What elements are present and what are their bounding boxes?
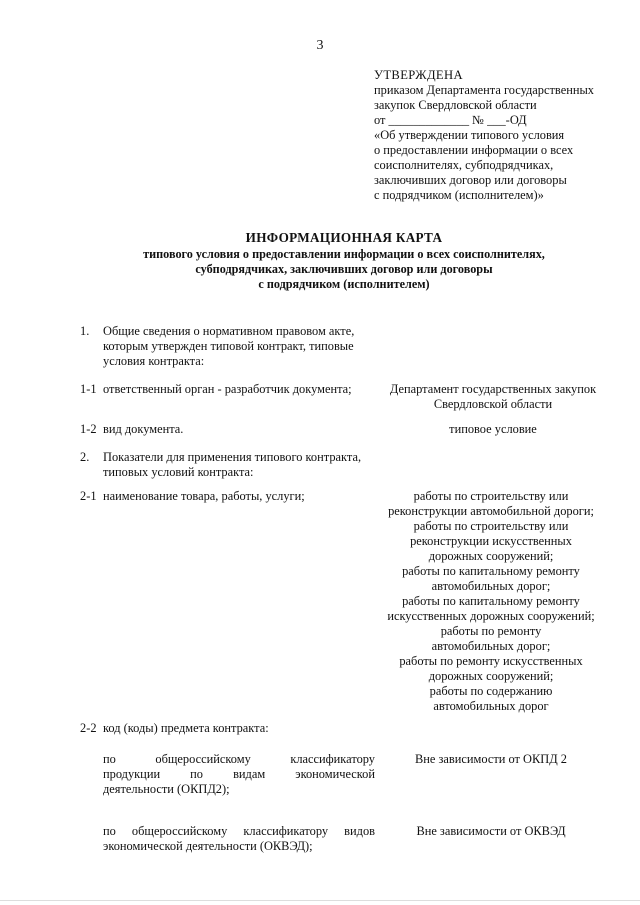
page-number: 3 <box>316 38 324 53</box>
heading-title: ИНФОРМАЦИОННАЯ КАРТА <box>245 230 443 245</box>
item-value: Вне зависимости от ОКВЭД <box>416 824 566 838</box>
item-value-line: работы по ремонту <box>440 624 542 638</box>
heading-subtitle-line: типового условия о предоставлении информации о всех соисполнителях, <box>143 247 545 261</box>
item-value: Вне зависимости от ОКПД 2 <box>415 752 567 766</box>
item-value <box>380 382 606 412</box>
approval-line: от _____________ № ___-ОД <box>374 113 527 127</box>
item-value-line: реконструкции искусственных <box>410 534 572 548</box>
approval-stamp <box>374 68 636 203</box>
item-value-line: работы по строительству или <box>413 519 569 533</box>
item-number: 1. <box>80 324 90 338</box>
approval-title: УТВЕРЖДЕНА <box>374 68 464 82</box>
item-label-line: Общие сведения о нормативном правовом акте, <box>103 324 355 338</box>
item-value-line: дорожных сооружений; <box>428 669 554 683</box>
heading-subtitle-line: субподрядчиках, заключивших договор или договоры <box>195 262 493 276</box>
item-label <box>103 450 375 480</box>
item-value-line: работы по капитальному ремонту <box>402 594 580 608</box>
item-value-line: работы по ремонту искусственных <box>399 654 583 668</box>
approval-line: закупок Свердловской области <box>374 98 537 112</box>
item-label-line: по общероссийскому классификатору видов <box>103 824 375 838</box>
item-label <box>103 752 375 797</box>
document-heading <box>0 230 640 292</box>
item-value-line: автомобильных дорог <box>433 699 549 713</box>
item-label: вид документа. <box>103 422 184 436</box>
item-value-line: реконструкции автомобильной дороги; <box>388 504 594 518</box>
approval-line: «Об утверждении типового условия <box>374 128 565 142</box>
item-value-line: дорожных сооружений; <box>428 549 554 563</box>
item-label: код (коды) предмета контракта: <box>103 721 269 735</box>
item-label-line: деятельности (ОКПД2); <box>103 782 230 796</box>
approval-line: с подрядчиком (исполнителем)» <box>374 188 544 202</box>
item-label-line: Показатели для применения типового контракта, <box>103 450 362 464</box>
item-value-line: искусственных дорожных сооружений; <box>387 609 595 623</box>
heading-subtitle-line: с подрядчиком (исполнителем) <box>258 277 430 291</box>
scan-edge-divider <box>0 900 640 901</box>
item-value-line: автомобильных дорог; <box>431 639 551 653</box>
item-label-line: условия контракта: <box>103 354 205 368</box>
item-number: 1-1 <box>80 382 97 396</box>
item-label <box>103 324 375 369</box>
item-number: 1-2 <box>80 422 97 436</box>
item-value-line: работы по содержанию <box>429 684 553 698</box>
item-label-line: по общероссийскому классификатору <box>103 752 375 766</box>
item-label-line: продукции по видам экономической <box>103 767 375 781</box>
item-label <box>103 824 375 854</box>
item-value-line: Свердловской области <box>433 397 553 411</box>
item-number: 2-1 <box>80 489 97 503</box>
item-value-line: работы по строительству или <box>413 489 569 503</box>
item-value: типовое условие <box>449 422 537 436</box>
item-number: 2-2 <box>80 721 97 735</box>
approval-line: соисполнителях, субподрядчиках, <box>374 158 554 172</box>
approval-line: приказом Департамента государственных <box>374 83 594 97</box>
item-label-line: экономической деятельности (ОКВЭД); <box>103 839 313 853</box>
item-label: ответственный орган - разработчик документа; <box>103 382 352 396</box>
item-number: 2. <box>80 450 90 464</box>
item-value-line: Департамент государственных закупок <box>389 382 597 396</box>
item-label: наименование товара, работы, услуги; <box>103 489 305 503</box>
approval-line: о предоставлении информации о всех <box>374 143 574 157</box>
item-value-list <box>378 489 604 714</box>
item-value-line: автомобильных дорог; <box>431 579 551 593</box>
item-label-line: которым утвержден типовой контракт, типовые <box>103 339 354 353</box>
approval-line: заключивших договор или договоры <box>374 173 567 187</box>
item-value-line: работы по капитальному ремонту <box>402 564 580 578</box>
item-label-line: типовых условий контракта: <box>103 465 254 479</box>
